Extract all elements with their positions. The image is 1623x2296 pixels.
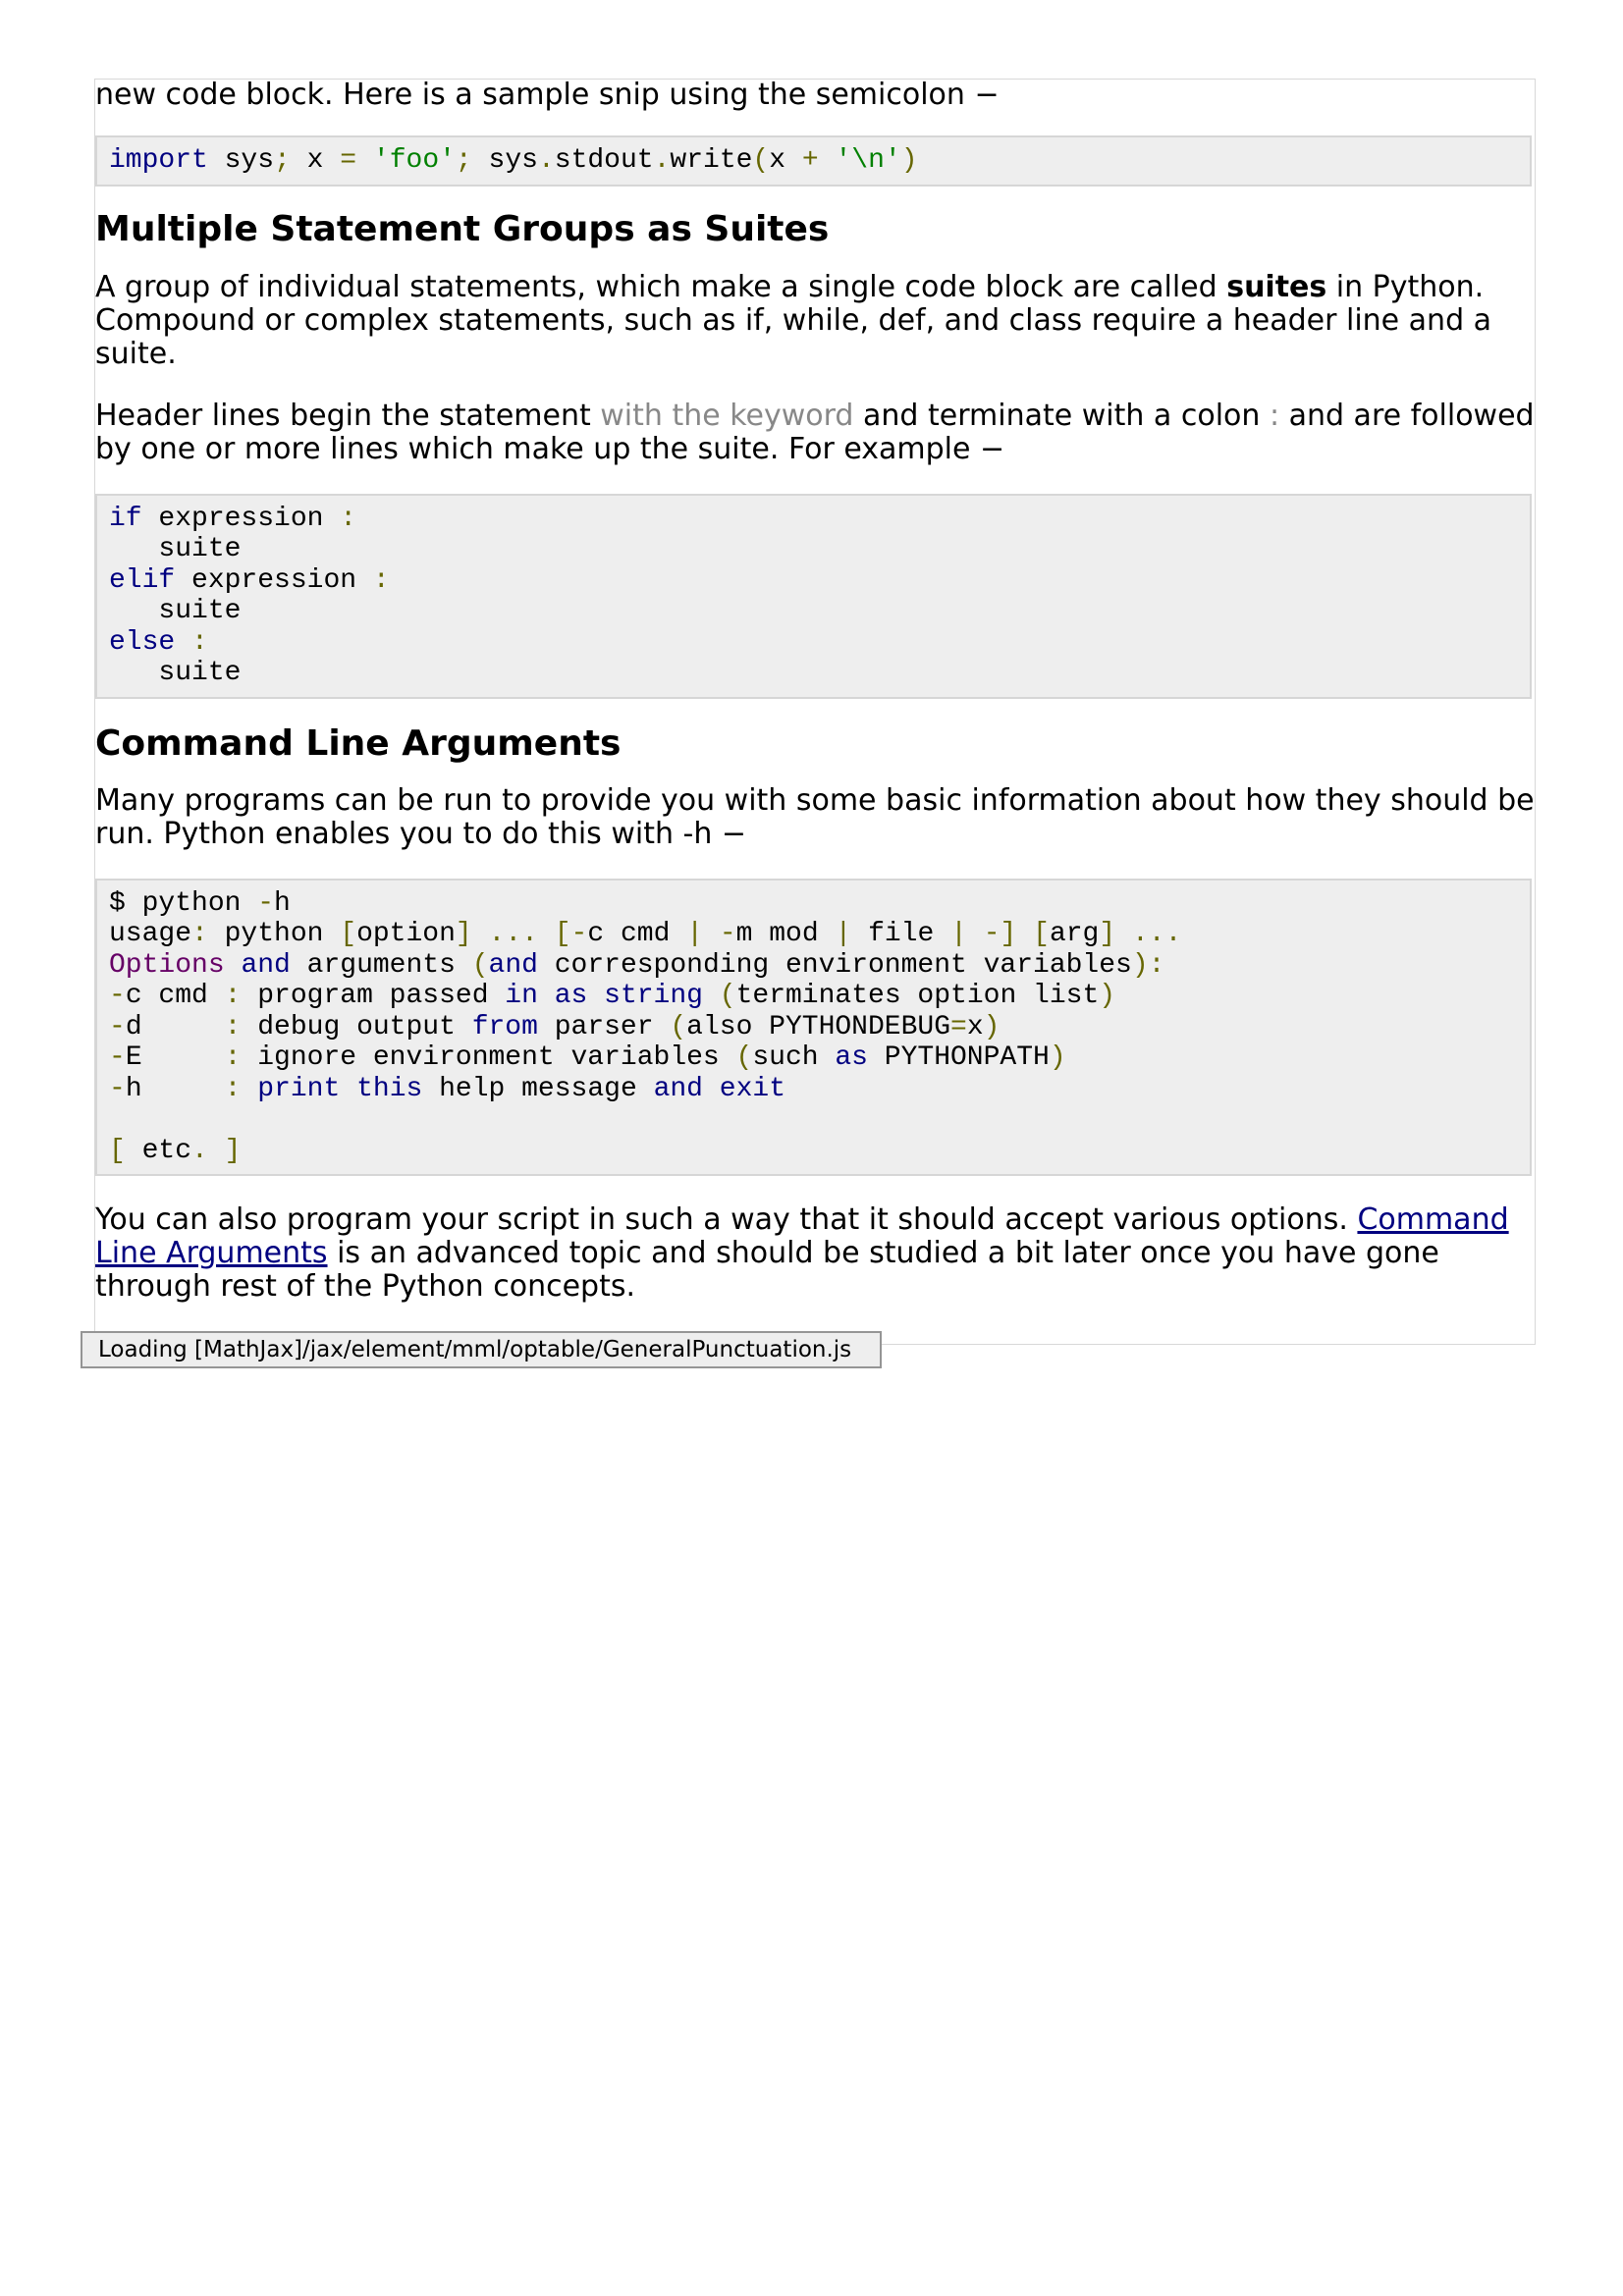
code-token: :: [224, 1042, 242, 1073]
code-token: (: [471, 949, 489, 981]
code-line: [109, 565, 390, 596]
code-token: [703, 919, 720, 949]
code-token: [472, 919, 489, 949]
code-token: option: [356, 919, 456, 949]
closing-text-before: You can also program your script in such a way that it should accept various options.: [95, 1202, 1358, 1237]
command-line-paragraph: [95, 784, 1535, 851]
code-token: corresponding environment variables: [537, 949, 1132, 981]
code-token: from: [471, 1011, 538, 1042]
code-token: ]: [455, 919, 472, 949]
code-token: ):: [1131, 949, 1165, 981]
code-token: |: [835, 919, 852, 949]
code-token: in: [505, 981, 538, 1011]
code-token: -: [109, 981, 126, 1011]
code-token: [538, 981, 555, 1011]
code-token: -: [109, 1042, 126, 1073]
code-token: ): [983, 1011, 1001, 1042]
code-line: [109, 1012, 1000, 1042]
code-token: .: [653, 145, 671, 176]
code-token: PYTHONPATH: [867, 1042, 1050, 1073]
code-token: [1016, 919, 1033, 949]
code-token: :: [372, 564, 390, 596]
code-token: [109, 1104, 126, 1135]
code-line: [109, 888, 291, 919]
code-token: and: [241, 949, 291, 981]
code-token: sys: [471, 145, 538, 176]
code-token: [241, 1074, 257, 1104]
code-line: [109, 596, 241, 626]
code-token: else: [109, 626, 176, 658]
code-line: [109, 981, 1115, 1011]
heading-command-line: Command Line Arguments: [95, 722, 622, 764]
code-token: :: [191, 919, 208, 949]
code-token: .: [537, 145, 555, 176]
code-token: d: [125, 1011, 225, 1042]
code-token: E: [125, 1042, 225, 1073]
code-token: suite: [109, 534, 242, 564]
code-token: terminates option list: [735, 981, 1100, 1011]
code-line: [109, 627, 208, 658]
code-token: elif: [109, 564, 176, 596]
code-token: [: [109, 1135, 126, 1166]
code-token: expression: [175, 564, 373, 596]
code-token: (: [752, 145, 770, 176]
mathjax-loading-status: [81, 1331, 882, 1368]
code-token: x: [290, 145, 341, 176]
code-token: [: [340, 919, 357, 949]
document-content: [95, 80, 1535, 1304]
code-token: m mod: [735, 919, 836, 949]
code-token: |: [950, 919, 967, 949]
code-token: ): [1049, 1042, 1066, 1073]
code-token: [819, 145, 836, 176]
code-token: as: [554, 981, 588, 1011]
code-token: (: [670, 1011, 687, 1042]
code-token: write: [670, 145, 753, 176]
header-text-middle: and terminate with a colon: [853, 398, 1270, 433]
header-text-after: and are followed by one or more lines which make up the suite. For example −: [95, 398, 1535, 466]
code-token: $ python: [109, 887, 258, 919]
code-token: debug output: [241, 1011, 472, 1042]
header-text-colon: :: [1269, 398, 1280, 433]
intro-text: new code block. Here is a sample snip using the semicolon −: [95, 79, 1000, 112]
code-token: :: [340, 503, 357, 534]
code-token: suite: [109, 596, 242, 626]
suites-term: suites: [1226, 269, 1327, 304]
code-token: arg: [1049, 919, 1100, 949]
code-token: +: [801, 145, 819, 176]
closing-text-after: is an advanced topic and should be studied a bit later once you have gone through rest of the Python concepts.: [95, 1236, 1439, 1304]
code-token: stdout: [554, 145, 654, 176]
code-token: |: [686, 919, 703, 949]
code-block-semicolon: [95, 135, 1532, 187]
code-token: =: [340, 145, 357, 176]
code-line: [109, 1136, 241, 1166]
code-token: and: [488, 949, 538, 981]
code-token: [-: [554, 919, 588, 949]
code-line: [109, 919, 1181, 949]
code-line: [109, 1042, 1066, 1073]
code-token: python: [207, 919, 341, 949]
code-token: -: [257, 887, 275, 919]
header-text-keyword: with the keyword: [600, 398, 854, 433]
code-token: [703, 1074, 720, 1104]
code-token: if: [109, 503, 142, 534]
code-line: [109, 658, 241, 688]
status-text: Loading [MathJax]/jax/element/mml/optable/GeneralPunctuation.js: [98, 1337, 852, 1362]
code-token: and: [653, 1073, 703, 1104]
code-token: :: [224, 981, 242, 1011]
code-token: (: [719, 981, 736, 1011]
code-token: -: [719, 919, 736, 949]
code-line: [109, 1104, 126, 1135]
code-token: usage: [109, 919, 192, 949]
code-token: [: [1033, 919, 1050, 949]
closing-paragraph: [95, 1203, 1535, 1304]
code-token: (: [735, 1042, 753, 1073]
code-token: =: [950, 1011, 967, 1042]
intro-paragraph: [95, 79, 1535, 112]
code-token: -: [109, 1011, 126, 1042]
suites-text-after: in Python. Compound or complex statements, such as if, while, def, and class require a header line and a suite.: [95, 269, 1492, 371]
code-token: program passed: [241, 981, 506, 1011]
header-lines-paragraph: [95, 400, 1535, 466]
code-token: string: [604, 981, 703, 1011]
code-token: parser: [537, 1011, 671, 1042]
code-token: import: [109, 145, 208, 176]
code-block-suites: [95, 494, 1532, 699]
code-token: suite: [109, 658, 242, 688]
code-token: help message: [422, 1073, 654, 1104]
code-token: as: [835, 1042, 868, 1073]
code-token: this: [356, 1073, 423, 1104]
code-token: file: [851, 919, 951, 949]
code-token: [175, 627, 191, 658]
code-token: [356, 145, 373, 176]
code-token: ): [1099, 981, 1116, 1011]
code-token: [208, 1136, 225, 1166]
suites-text-before: A group of individual statements, which make a single code block are called: [95, 269, 1227, 304]
code-token: ]: [1099, 919, 1116, 949]
code-line: [109, 1074, 785, 1104]
command-line-text: Many programs can be run to provide you with some basic information about how they should be run. Python enables you to do this with -h −: [95, 782, 1535, 851]
code-token: Options: [109, 949, 225, 981]
code-token: [1115, 919, 1132, 949]
code-token: also PYTHONDEBUG: [686, 1011, 950, 1042]
code-token: such: [752, 1042, 836, 1073]
code-token: '\n': [835, 145, 901, 176]
code-token: [538, 919, 555, 949]
code-token: ...: [1132, 919, 1182, 949]
heading-suites: Multiple Statement Groups as Suites: [95, 208, 830, 249]
code-token: :: [224, 1073, 242, 1104]
code-token: exit: [719, 1073, 786, 1104]
code-token: :: [191, 626, 208, 658]
code-token: [340, 1074, 356, 1104]
code-token: -]: [983, 919, 1017, 949]
code-token: h: [125, 1073, 225, 1104]
code-token: .: [191, 1135, 208, 1166]
code-token: sys: [207, 145, 275, 176]
suites-paragraph: [95, 271, 1535, 371]
code-token: ]: [224, 1135, 242, 1166]
code-token: ): [900, 145, 918, 176]
code-line: [109, 534, 241, 564]
code-token: x: [769, 145, 802, 176]
code-token: expression: [141, 503, 341, 534]
code-token: ...: [488, 919, 538, 949]
code-token: print: [257, 1073, 341, 1104]
code-token: ignore environment variables: [241, 1042, 736, 1073]
code-token: [587, 981, 604, 1011]
code-token: c cmd: [125, 981, 225, 1011]
code-token: [703, 981, 720, 1011]
code-token: 'foo': [372, 145, 456, 176]
code-token: ;: [455, 145, 472, 176]
code-token: -: [109, 1073, 126, 1104]
code-token: [967, 919, 984, 949]
header-text-before: Header lines begin the statement: [95, 398, 601, 433]
code-token: x: [966, 1011, 984, 1042]
code-token: arguments: [290, 949, 472, 981]
code-token: :: [224, 1011, 242, 1042]
code-token: ;: [274, 145, 291, 176]
code-token: c cmd: [587, 919, 687, 949]
code-line: [109, 504, 356, 534]
command-line-arguments-link[interactable]: Command Line Arguments: [95, 1202, 1509, 1270]
code-block-python-help: [95, 879, 1532, 1177]
code-line: [109, 950, 1164, 981]
code-line: [109, 145, 918, 176]
code-token: etc: [125, 1135, 192, 1166]
code-token: [225, 950, 242, 981]
code-token: h: [274, 887, 291, 919]
document-frame: [94, 79, 1536, 1345]
